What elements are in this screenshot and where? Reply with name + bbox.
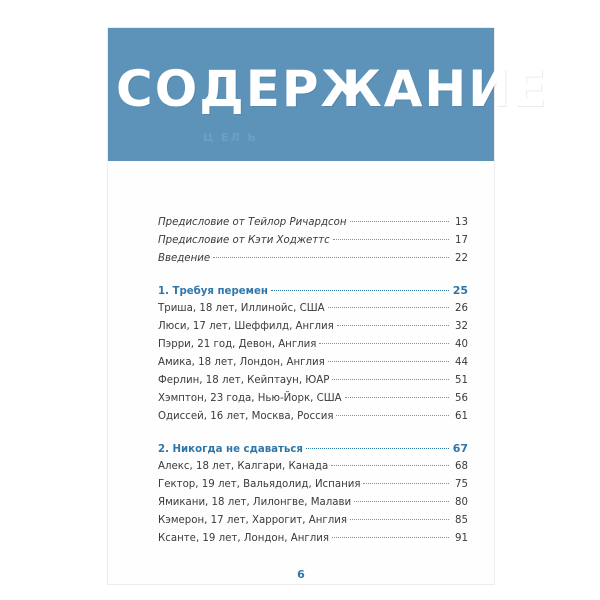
- toc-entry[interactable]: [158, 214, 468, 232]
- chapter-title: 1. Требуя перемен: [158, 286, 268, 297]
- toc-entry[interactable]: [158, 372, 468, 390]
- page-title: СОДЕРЖАНИЕ: [116, 60, 549, 118]
- page-number: 6: [297, 568, 305, 581]
- dot-leader: [328, 361, 449, 362]
- book-page: [108, 28, 549, 584]
- toc-chapter-2[interactable]: [158, 440, 468, 458]
- toc-entry[interactable]: [158, 354, 468, 372]
- dot-leader: [332, 537, 449, 538]
- toc-entry[interactable]: [158, 300, 468, 318]
- toc-entry[interactable]: [158, 390, 468, 408]
- dot-leader: [363, 483, 449, 484]
- toc-entry[interactable]: [158, 512, 468, 530]
- toc-entry-page: 91: [455, 533, 468, 544]
- toc-entry-label: Хэмптон, 23 года, Нью-Йорк, США: [158, 393, 342, 404]
- header-watermark-text: Ц ЕЛ Ь: [203, 131, 258, 144]
- dot-leader: [213, 257, 449, 258]
- toc-entry-label: Алекс, 18 лет, Калгари, Канада: [158, 461, 329, 472]
- spacer: [158, 268, 468, 282]
- toc-entry-label: Гектор, 19 лет, Вальядолид, Испания: [158, 479, 361, 490]
- toc-entry-page: 32: [455, 321, 468, 332]
- toc-entry-label: Кэмерон, 17 лет, Харрогит, Англия: [158, 515, 348, 526]
- dot-leader: [332, 379, 449, 380]
- header-band: [108, 28, 549, 161]
- dot-leader: [319, 343, 449, 344]
- toc-entry-page: 85: [455, 515, 468, 526]
- toc-entry-page: 56: [455, 393, 468, 404]
- toc-entry[interactable]: [158, 232, 468, 250]
- toc-entry-page: 17: [455, 235, 468, 246]
- toc-entry[interactable]: [158, 494, 468, 512]
- toc-chapter-1[interactable]: [158, 282, 468, 300]
- toc-entry-label: Пэрри, 21 год, Девон, Англия: [158, 339, 317, 350]
- toc-entry-page: 40: [455, 339, 468, 350]
- toc-entry-label: Предисловие от Кэти Ходжеттс: [158, 235, 330, 246]
- toc-entry-page: 13: [455, 217, 468, 228]
- dot-leader: [337, 325, 449, 326]
- toc-entry[interactable]: [158, 476, 468, 494]
- toc-entry[interactable]: [158, 530, 468, 548]
- toc-entry[interactable]: [158, 408, 468, 426]
- toc-entry-page: 75: [455, 479, 468, 490]
- toc-entry[interactable]: [158, 318, 468, 336]
- toc-entry-label: Введение: [158, 253, 211, 264]
- dot-leader: [271, 290, 449, 291]
- toc-entry-label: Люси, 17 лет, Шеффилд, Англия: [158, 321, 334, 332]
- toc-entry-page: 26: [455, 303, 468, 314]
- dot-leader: [350, 221, 449, 222]
- toc-entry-page: 51: [455, 375, 468, 386]
- toc-entry-label: Амика, 18 лет, Лондон, Англия: [158, 357, 325, 368]
- toc-entry-page: 61: [455, 411, 468, 422]
- toc-entry-label: Ямикани, 18 лет, Лилонгве, Малави: [158, 497, 352, 508]
- toc-entry-label: Ферлин, 18 лет, Кейптаун, ЮАР: [158, 375, 330, 386]
- toc-entry-page: 44: [455, 357, 468, 368]
- chapter-page: 67: [452, 442, 468, 455]
- spacer: [158, 426, 468, 440]
- toc-entry-page: 80: [455, 497, 468, 508]
- toc-entry-label: Одиссей, 16 лет, Москва, Россия: [158, 411, 334, 422]
- toc-entry[interactable]: [158, 250, 468, 268]
- dot-leader: [306, 448, 449, 449]
- dot-leader: [354, 501, 449, 502]
- toc-entry-page: 68: [455, 461, 468, 472]
- dot-leader: [345, 397, 449, 398]
- chapter-title: 2. Никогда не сдаваться: [158, 444, 303, 455]
- toc-entry[interactable]: [158, 336, 468, 354]
- dot-leader: [328, 307, 449, 308]
- toc-entry-label: Предисловие от Тейлор Ричардсон: [158, 217, 347, 228]
- dot-leader: [336, 415, 449, 416]
- dot-leader: [350, 519, 449, 520]
- dot-leader: [333, 239, 449, 240]
- chapter-page: 25: [452, 284, 468, 297]
- toc-entry[interactable]: [158, 458, 468, 476]
- table-of-contents: [158, 214, 468, 548]
- dot-leader: [331, 465, 449, 466]
- toc-entry-label: Ксанте, 19 лет, Лондон, Англия: [158, 533, 330, 544]
- toc-entry-label: Триша, 18 лет, Иллинойс, США: [158, 303, 325, 314]
- toc-entry-page: 22: [455, 253, 468, 264]
